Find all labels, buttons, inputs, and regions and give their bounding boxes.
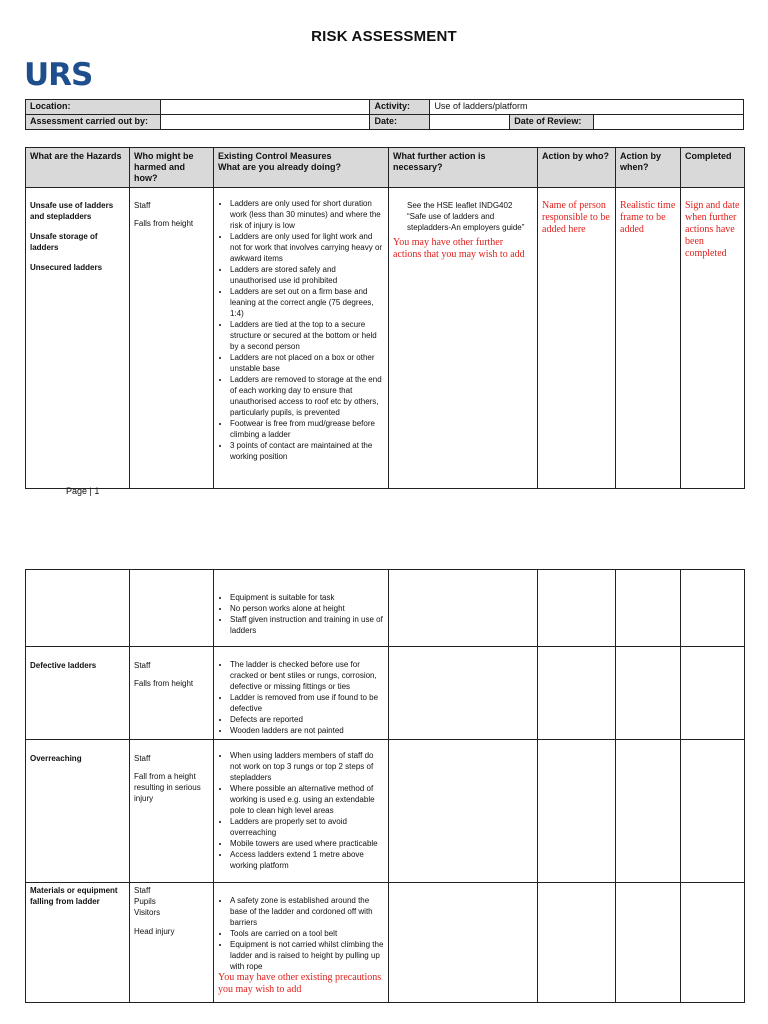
- document-title: RISK ASSESSMENT: [311, 28, 457, 45]
- action-by-who-note: Name of person responsible to be added here: [542, 200, 610, 235]
- page-number: Page | 1: [66, 486, 100, 496]
- control-item: • 3 points of contact are maintained at the working position: [230, 440, 384, 462]
- control-item: • Ladder is removed from use if found to be defective: [230, 692, 384, 714]
- control-item: • Ladders are only used for short duration work (less than 30 minutes) and where the risk of injury is low: [230, 198, 384, 231]
- control-item: • Defects are reported: [230, 714, 384, 725]
- hazard-item: Unsecured ladders: [30, 263, 103, 272]
- who-item: Falls from height: [134, 219, 194, 228]
- row3-who: [130, 647, 214, 740]
- control-item: • Ladders are tied at the top to a secure structure or secured at the bottom or held by a second person: [230, 319, 384, 352]
- row1-who: [130, 188, 214, 489]
- completed-note: Sign and date when further actions have been completed: [685, 200, 740, 259]
- control-item: • Staff given instruction and training in use of ladders: [230, 614, 384, 636]
- who-item: Staff: [134, 661, 151, 670]
- control-item: • Access ladders extend 1 metre above working platform: [230, 849, 384, 871]
- who-item: Head injury: [134, 927, 175, 936]
- row1-further-action: [389, 188, 538, 489]
- review-date-label: Date of Review:: [510, 115, 594, 130]
- header-further-action: What further action is necessary?: [389, 148, 538, 188]
- who-item: Staff: [134, 754, 151, 763]
- who-item: Fall from a height resulting in serious injury: [134, 772, 201, 803]
- row4-action-by-when: [616, 740, 681, 883]
- row1-controls: [214, 188, 389, 489]
- row5-action-by-who: [538, 883, 616, 1003]
- hazard-item: Materials or equipment falling from ladder: [30, 886, 118, 906]
- header-controls-line2: What are you already doing?: [218, 162, 342, 172]
- control-item: • Wooden ladders are not painted: [230, 725, 384, 736]
- row3-further-action: [389, 647, 538, 740]
- control-item: • Ladders are set out on a firm base and leaning at the correct angle (75 degrees, 1:4): [230, 286, 384, 319]
- hazard-item: Unsafe storage of ladders: [30, 232, 98, 252]
- further-action-text: “Safe use of ladders and stepladders-An employers guide”: [407, 212, 525, 232]
- control-item: • Ladders are properly set to avoid overreaching: [230, 816, 384, 838]
- review-date-field[interactable]: [594, 115, 744, 130]
- row3-controls: [214, 647, 389, 740]
- header-completed: Completed: [681, 148, 745, 188]
- row2-hazard: [26, 570, 130, 647]
- who-item: Staff: [134, 886, 151, 895]
- row5-controls: [214, 883, 389, 1003]
- row4-hazard: [26, 740, 130, 883]
- who-item: Falls from height: [134, 679, 194, 688]
- who-item: Visitors: [134, 908, 161, 917]
- control-item: • When using ladders members of staff do not work on top 3 rungs or top 2 steps of stepladders: [230, 750, 384, 783]
- header-who: Who might be harmed and how?: [130, 148, 214, 188]
- control-item: • Mobile towers are used where practicable: [230, 838, 384, 849]
- control-item: • Equipment is not carried whilst climbing the ladder and is raised to height by pulling up with rope: [230, 939, 384, 972]
- activity-field[interactable]: Use of ladders/platform: [430, 100, 744, 115]
- row1-action-by-who: [538, 188, 616, 489]
- header-controls: [214, 148, 389, 188]
- row5-further-action: [389, 883, 538, 1003]
- control-item: • Footwear is free from mud/grease before climbing a ladder: [230, 418, 384, 440]
- who-item: Staff: [134, 201, 151, 210]
- control-item: • No person works alone at height: [230, 603, 384, 614]
- date-field[interactable]: [430, 115, 510, 130]
- hazard-item: Unsafe use of ladders and stepladders: [30, 201, 114, 221]
- row2-completed: [681, 570, 745, 647]
- row2-who: [130, 570, 214, 647]
- row3-action-by-when: [616, 647, 681, 740]
- location-field[interactable]: [160, 100, 370, 115]
- header-action-by-when: Action by when?: [616, 148, 681, 188]
- row3-hazard: [26, 647, 130, 740]
- row5-completed: [681, 883, 745, 1003]
- activity-label: Activity:: [370, 100, 430, 115]
- row2-action-by-when: [616, 570, 681, 647]
- further-action-text: See the HSE leaflet INDG402: [407, 201, 513, 210]
- row5-action-by-when: [616, 883, 681, 1003]
- control-item: • A safety zone is established around the base of the ladder and cordoned off with barriers: [230, 895, 384, 928]
- header-action-by-who: Action by who?: [538, 148, 616, 188]
- date-label: Date:: [370, 115, 430, 130]
- control-item: • The ladder is checked before use for cracked or bent stiles or rungs, corrosion, defective or missing fittings or ties: [230, 659, 384, 692]
- row3-action-by-who: [538, 647, 616, 740]
- row1-hazards: [26, 188, 130, 489]
- control-item: • Tools are carried on a tool belt: [230, 928, 384, 939]
- urs-logo: URS: [24, 57, 93, 93]
- header-controls-line1: Existing Control Measures: [218, 151, 332, 161]
- who-item: Pupils: [134, 897, 156, 906]
- row4-controls: [214, 740, 389, 883]
- row1-action-by-when: [616, 188, 681, 489]
- row5-hazard: [26, 883, 130, 1003]
- control-item: • Ladders are not placed on a box or other unstable base: [230, 352, 384, 374]
- risk-table-page2: [25, 569, 745, 1003]
- hazard-item: Overreaching: [30, 754, 82, 763]
- row4-action-by-who: [538, 740, 616, 883]
- action-by-when-note: Realistic time frame to be added: [620, 200, 676, 235]
- row2-controls: [214, 570, 389, 647]
- controls-note: You may have other existing precautions you may wish to add: [218, 972, 382, 995]
- row2-action-by-who: [538, 570, 616, 647]
- row3-completed: [681, 647, 745, 740]
- further-action-note: You may have other further actions that you may wish to add: [393, 237, 525, 260]
- control-item: • Equipment is suitable for task: [230, 592, 384, 603]
- assessor-field[interactable]: [160, 115, 370, 130]
- risk-table-page1: [25, 147, 745, 489]
- assessor-label: Assessment carried out by:: [26, 115, 161, 130]
- row4-further-action: [389, 740, 538, 883]
- header-hazards: What are the Hazards: [26, 148, 130, 188]
- row5-who: [130, 883, 214, 1003]
- row1-completed: [681, 188, 745, 489]
- assessment-info-table: [25, 99, 744, 130]
- control-item: • Where possible an alternative method of working is used e.g. using an extendable pole to clean high level areas: [230, 783, 384, 816]
- row4-completed: [681, 740, 745, 883]
- location-label: Location:: [26, 100, 161, 115]
- control-item: • Ladders are stored safely and unauthorised use id prohibited: [230, 264, 384, 286]
- control-item: • Ladders are removed to storage at the end of each working day to ensure that unauthorised access to roof etc by others, particularly pupils, is prevented: [230, 374, 384, 418]
- control-item: • Ladders are only used for light work and not for work that involves carrying heavy or awkward items: [230, 231, 384, 264]
- hazard-item: Defective ladders: [30, 661, 97, 670]
- row2-further-action: [389, 570, 538, 647]
- row4-who: [130, 740, 214, 883]
